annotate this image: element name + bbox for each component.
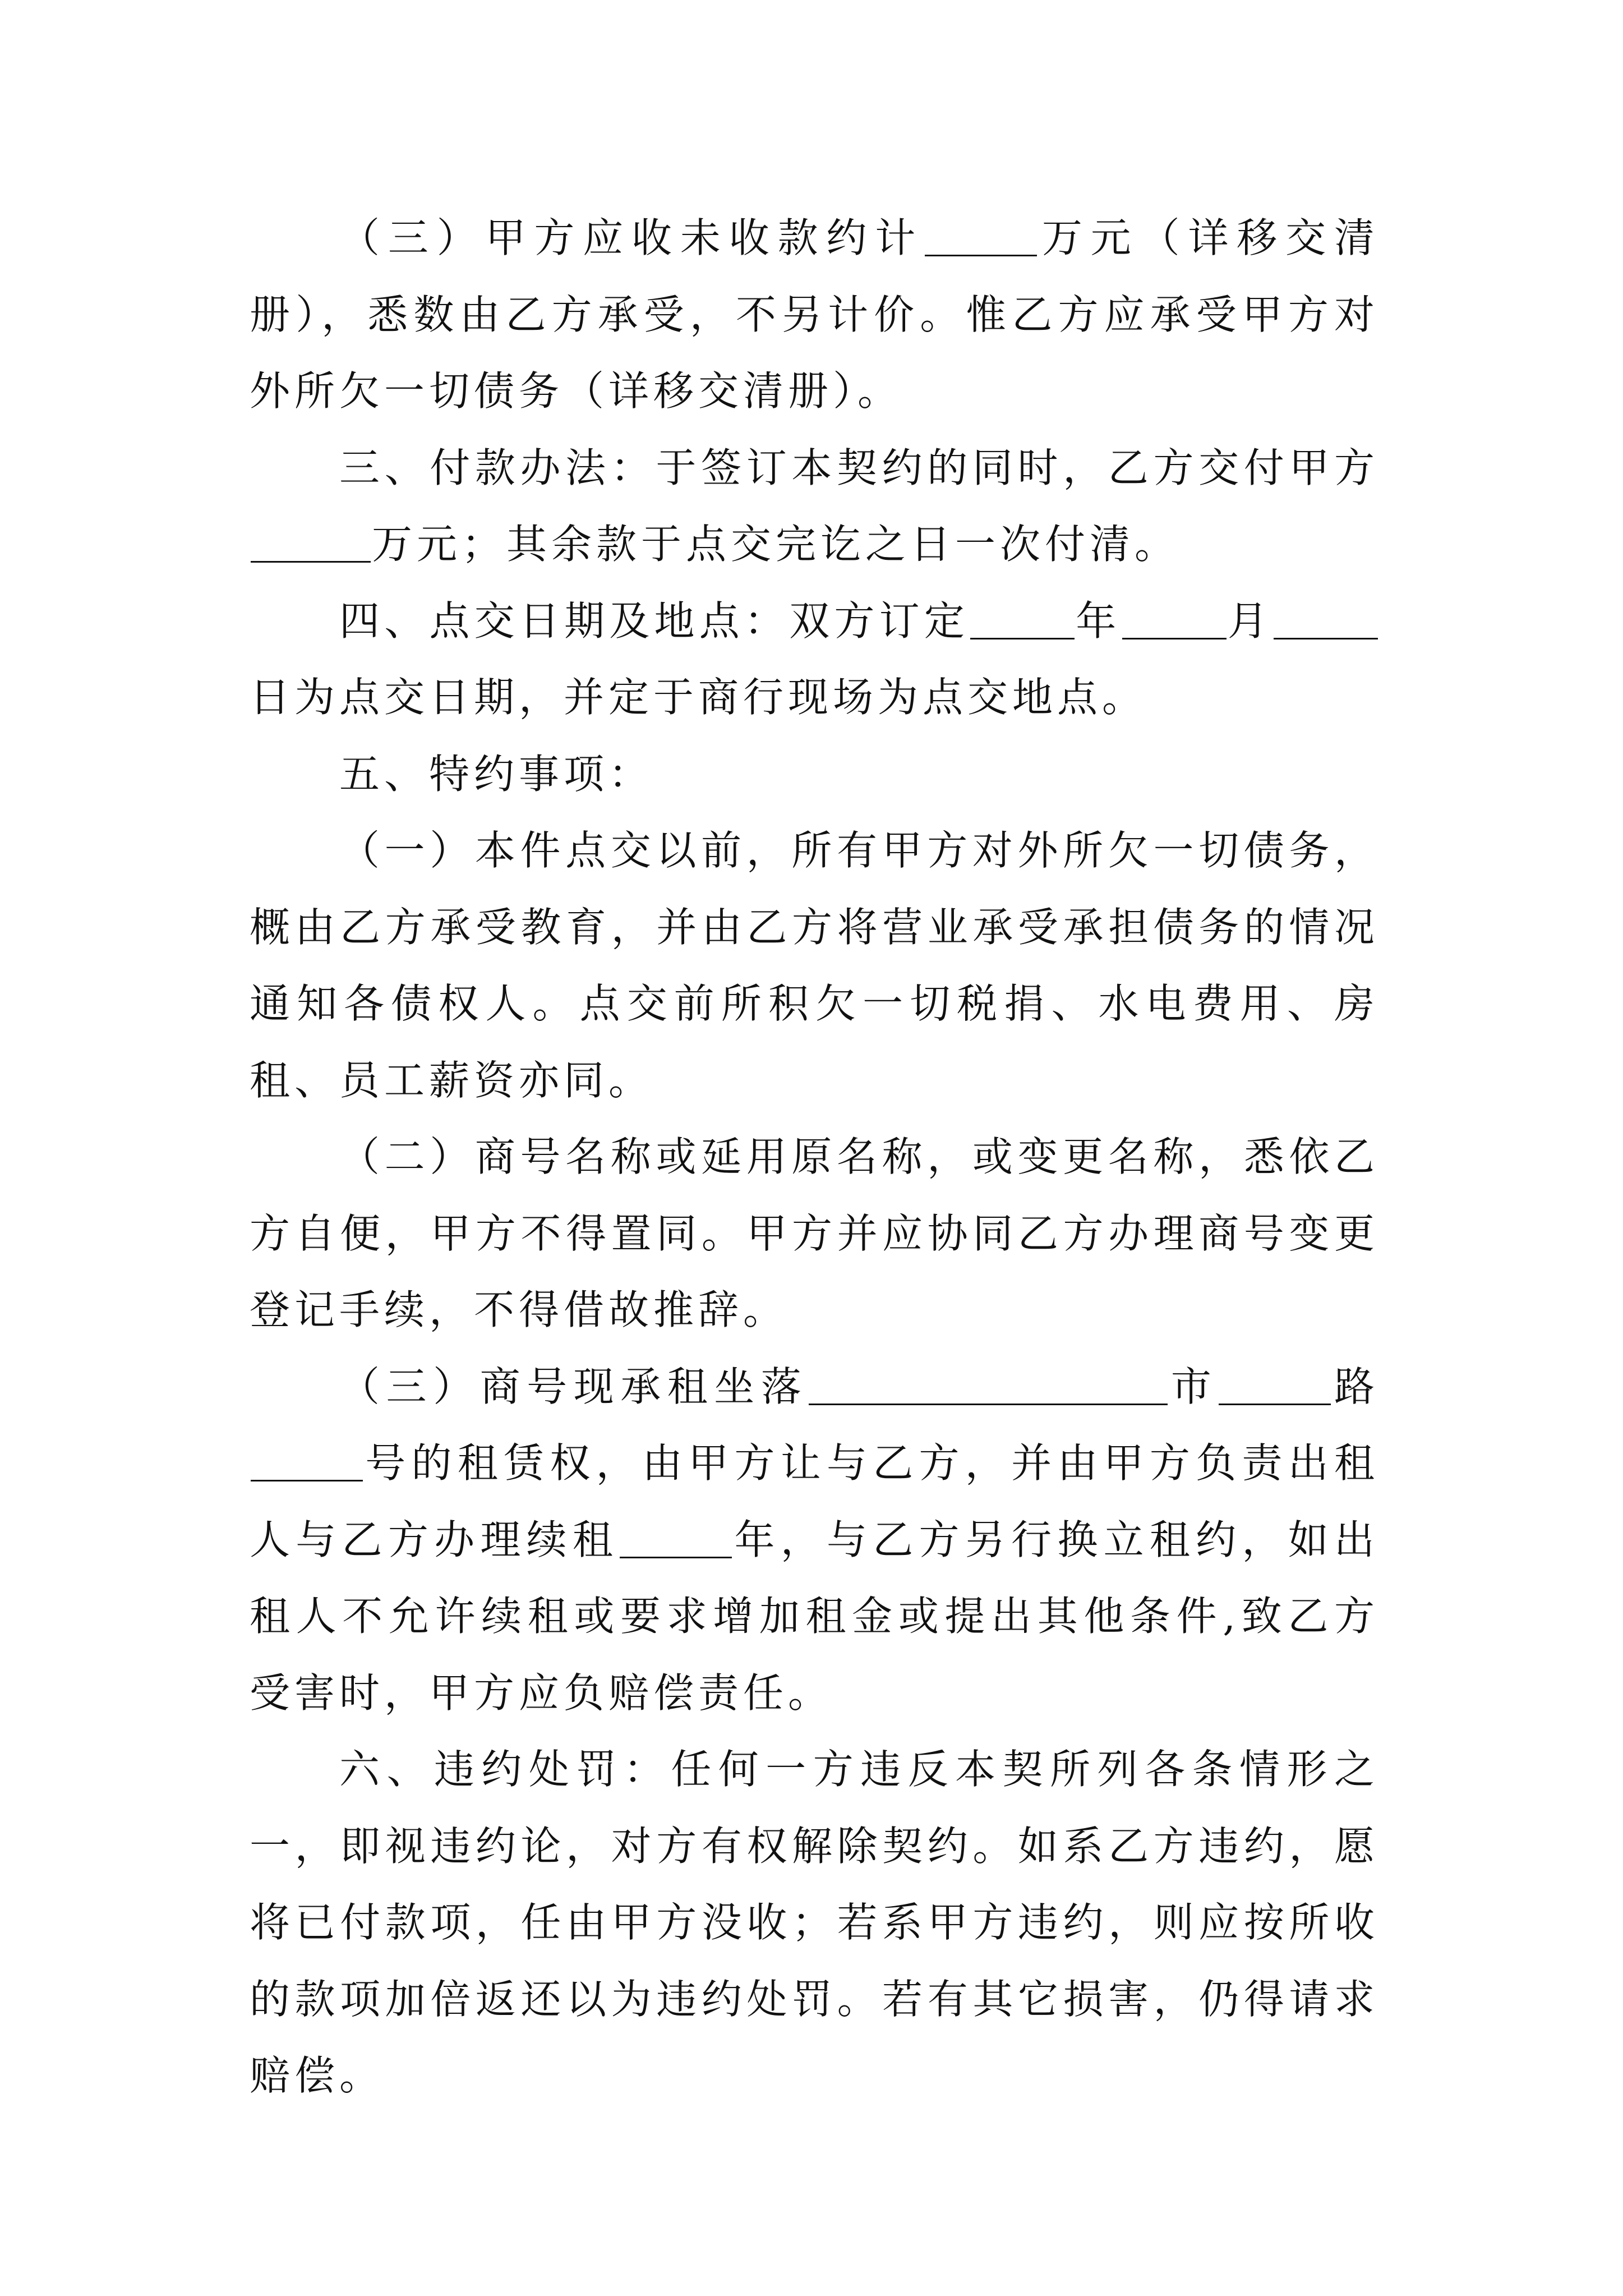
text-run: 五、特约事项： <box>339 750 654 798</box>
paragraph-special-1 <box>250 812 1379 1119</box>
paragraph-receivables <box>250 200 1379 430</box>
contract-text <box>250 200 1379 2114</box>
text-run: 万元；其余款于点交完讫之日一次付清。 <box>372 521 1180 568</box>
paragraph-special-2 <box>250 1119 1379 1349</box>
text-run: 年，与乙方另行换立租约，如出租人不允许续租或要求增加租金或提出其他条件,致乙方受害时，甲方应负赔偿责任。 <box>250 1516 1379 1717</box>
fill-blank-number <box>251 1439 363 1481</box>
text-run: 号的租赁权，由甲方让与乙方，并由甲方负责出租人与乙方办理续租 <box>250 1439 1379 1563</box>
text-run: 路 <box>1332 1363 1379 1410</box>
text-run: 月 <box>1227 597 1272 645</box>
text-run: （三）甲方应收未收款约计 <box>339 214 924 261</box>
text-run: （三）商号现承租坐落 <box>339 1363 808 1410</box>
fill-blank-location <box>809 1363 1168 1405</box>
text-run: 四、点交日期及地点：双方订定 <box>339 597 970 645</box>
paragraph-payment <box>250 430 1379 583</box>
fill-blank-years <box>620 1516 732 1558</box>
text-run: （一）本件点交以前，所有甲方对外所欠一切债务，概由乙方承受教育，并由乙方将营业承受承担债务的情况通知各债权人。点交前所积欠一切税捐、水电费用、房租、员工薪资亦同。 <box>250 827 1379 1104</box>
text-run: 三、付款办法：于签订本契约的同时，乙方交付甲方 <box>339 444 1379 491</box>
fill-blank-amount <box>251 521 371 563</box>
fill-blank-month <box>1122 597 1227 639</box>
text-run: 万元（详移交清册），悉数由乙方承受，不另计价。惟乙方应承受甲方对外所欠一切债务（详移交清册）。 <box>250 214 1379 415</box>
text-run: （二）商号名称或延用原名称，或变更名称，悉依乙方自便，甲方不得置同。甲方并应协同乙方办理商号变更登记手续，不得借故推辞。 <box>250 1133 1379 1333</box>
text-run: 市 <box>1169 1363 1218 1410</box>
paragraph-penalty <box>250 1731 1379 2114</box>
fill-blank-amount <box>925 214 1037 256</box>
fill-blank-road <box>1219 1363 1331 1405</box>
paragraph-handover <box>250 583 1379 736</box>
text-run: 年 <box>1076 597 1121 645</box>
text-run: 六、违约处罚：任何一方违反本契所列各条情形之一，即视违约论，对方有权解除契约。如系乙方违约，愿将已付款项，任由甲方没收；若系甲方违约，则应按所收的款项加倍返还以为违约处罚。若有其它损害，仍得请求赔偿。 <box>250 1746 1379 2099</box>
text-run: 日为点交日期，并定于商行现场为点交地点。 <box>250 674 1147 721</box>
paragraph-special-heading <box>250 736 1379 813</box>
paragraph-special-3 <box>250 1349 1379 1732</box>
fill-blank-day <box>1274 597 1378 639</box>
fill-blank-year <box>970 597 1075 639</box>
